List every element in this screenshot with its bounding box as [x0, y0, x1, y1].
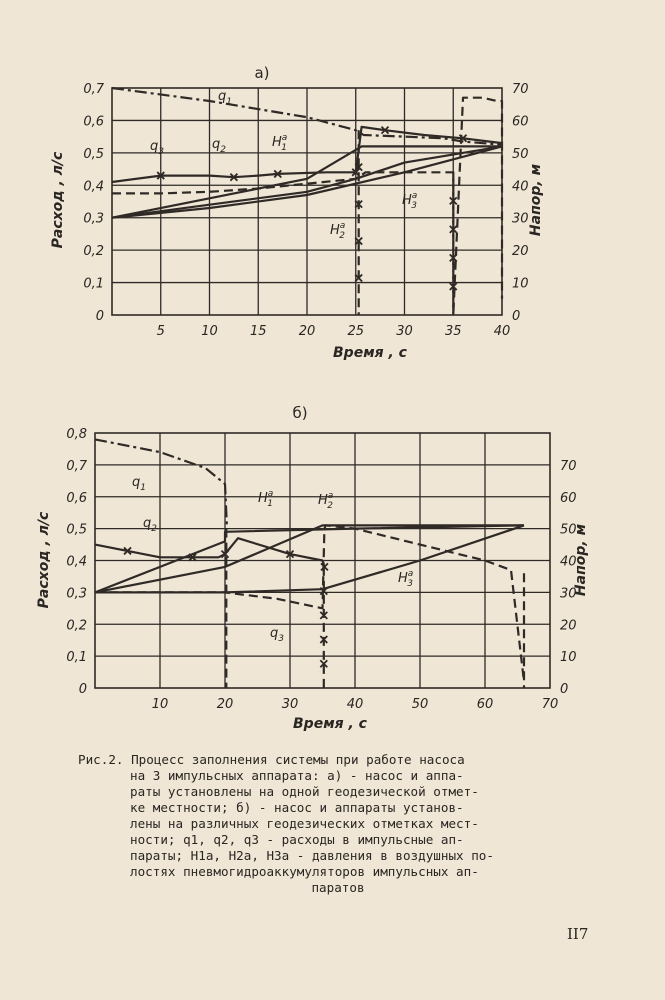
x-axis-label: Время , с: [293, 716, 367, 732]
chart-title: а): [254, 64, 270, 82]
y-right-tick-label: 40: [560, 554, 577, 570]
x-tick-label: 15: [249, 324, 267, 339]
label-q1: $q_1$: [132, 475, 146, 493]
label-q2: $q_2$: [212, 137, 226, 155]
y-right-tick-label: 60: [560, 490, 577, 506]
y-left-axis-label: Расход , л/с: [36, 511, 52, 609]
caption-line-7: параты; H1a, H2a, H3a - давления в воздушных по-: [130, 848, 494, 863]
y-left-tick-label: 0,1: [83, 276, 104, 292]
label-H2a: $H^a$ 2: [318, 491, 334, 511]
label-H2a: $H^a$ 2: [330, 221, 346, 241]
caption-line-3: раты установлены на одной геодезической отмет-: [130, 784, 479, 799]
y-left-tick-label: 0,1: [66, 650, 87, 666]
y-left-axis-label: Расход , л/с: [50, 151, 66, 249]
x-tick-label: 20: [216, 697, 234, 712]
y-left-tick-label: 0,3: [66, 586, 87, 602]
caption-line-9: паратов: [311, 880, 365, 895]
caption-line-2: на 3 импульсных аппарата: а) - насос и аппа-: [130, 768, 464, 783]
figure-caption: [78, 752, 598, 896]
y-left-tick-label: 0,8: [66, 427, 87, 442]
y-left-tick-label: 0,7: [66, 458, 87, 474]
x-tick-label: 20: [298, 324, 316, 339]
y-left-tick-label: 0,2: [83, 244, 104, 260]
y-left-tick-label: 0: [78, 682, 87, 697]
y-left-tick-label: 0,6: [83, 114, 104, 130]
y-right-tick-label: 70: [512, 82, 529, 97]
y-right-tick-label: 50: [560, 522, 577, 538]
caption-line-1: Рис.2. Процесс заполнения системы при работе насоса: [78, 752, 465, 767]
x-tick-label: 50: [411, 697, 429, 712]
y-left-tick-label: 0: [95, 309, 104, 324]
y-right-tick-label: 30: [512, 211, 529, 227]
y-right-tick-label: 20: [512, 244, 529, 260]
x-tick-label: 70: [541, 697, 559, 712]
label-q3: $q_3$: [270, 626, 284, 644]
y-right-tick-label: 40: [512, 179, 529, 195]
y-right-axis-label: Напор, м: [573, 523, 589, 597]
y-right-axis-label: Напор, м: [528, 163, 544, 237]
y-right-tick-label: 10: [560, 650, 577, 666]
y-right-tick-label: 70: [560, 458, 577, 474]
y-left-tick-label: 0,2: [66, 618, 87, 634]
x-tick-label: 25: [347, 324, 365, 339]
chart-b: [36, 404, 589, 732]
y-right-tick-label: 30: [560, 586, 577, 602]
y-right-tick-label: 0: [512, 309, 521, 324]
y-left-tick-label: 0,6: [66, 490, 87, 506]
label-H1a: $H^a$ 1: [258, 489, 274, 509]
label-H3a: $H^a$ 3: [398, 569, 414, 589]
x-tick-label: 5: [156, 324, 165, 339]
chart-title: б): [292, 404, 308, 422]
y-left-tick-label: 0,5: [83, 146, 104, 162]
x-tick-label: 10: [201, 324, 218, 339]
y-right-tick-label: 60: [512, 114, 529, 130]
y-left-tick-label: 0,7: [83, 82, 104, 97]
y-left-tick-label: 0,4: [66, 554, 87, 570]
x-axis-label: Время , с: [333, 345, 407, 361]
chart-a: [50, 64, 544, 361]
y-right-tick-label: 0: [560, 682, 569, 697]
x-tick-label: 40: [346, 697, 364, 712]
caption-line-6: ности; q1, q2, q3 - расходы в импульсные ап-: [130, 832, 464, 847]
caption-line-8: лостях пневмогидроаккумуляторов импульсных ап-: [130, 864, 479, 879]
y-right-tick-label: 50: [512, 146, 529, 162]
y-left-tick-label: 0,5: [66, 522, 87, 538]
caption-line-5: лены на различных геодезических отметках мест-: [130, 816, 479, 831]
x-tick-label: 10: [151, 697, 169, 712]
x-tick-label: 60: [476, 697, 494, 712]
label-H3a: $H^a$ 3: [402, 191, 418, 211]
x-tick-label: 40: [493, 324, 511, 339]
caption-line-4: ке местности; б) - насос и аппараты установ-: [130, 800, 464, 815]
y-right-tick-label: 10: [512, 276, 529, 292]
label-H1a: $H^a$ 1: [272, 133, 288, 153]
label-q1: $q_1$: [218, 89, 232, 107]
y-left-tick-label: 0,4: [83, 179, 104, 195]
x-tick-label: 30: [396, 324, 413, 339]
y-left-tick-label: 0,3: [83, 211, 104, 227]
x-tick-label: 30: [281, 697, 299, 712]
page-number: II7: [567, 925, 589, 943]
y-right-tick-label: 20: [560, 618, 577, 634]
series-q1-line: [95, 439, 227, 528]
x-tick-label: 35: [444, 324, 462, 339]
label-q2: $q_2$: [143, 516, 157, 534]
label-q3: $q_3$: [150, 139, 164, 157]
